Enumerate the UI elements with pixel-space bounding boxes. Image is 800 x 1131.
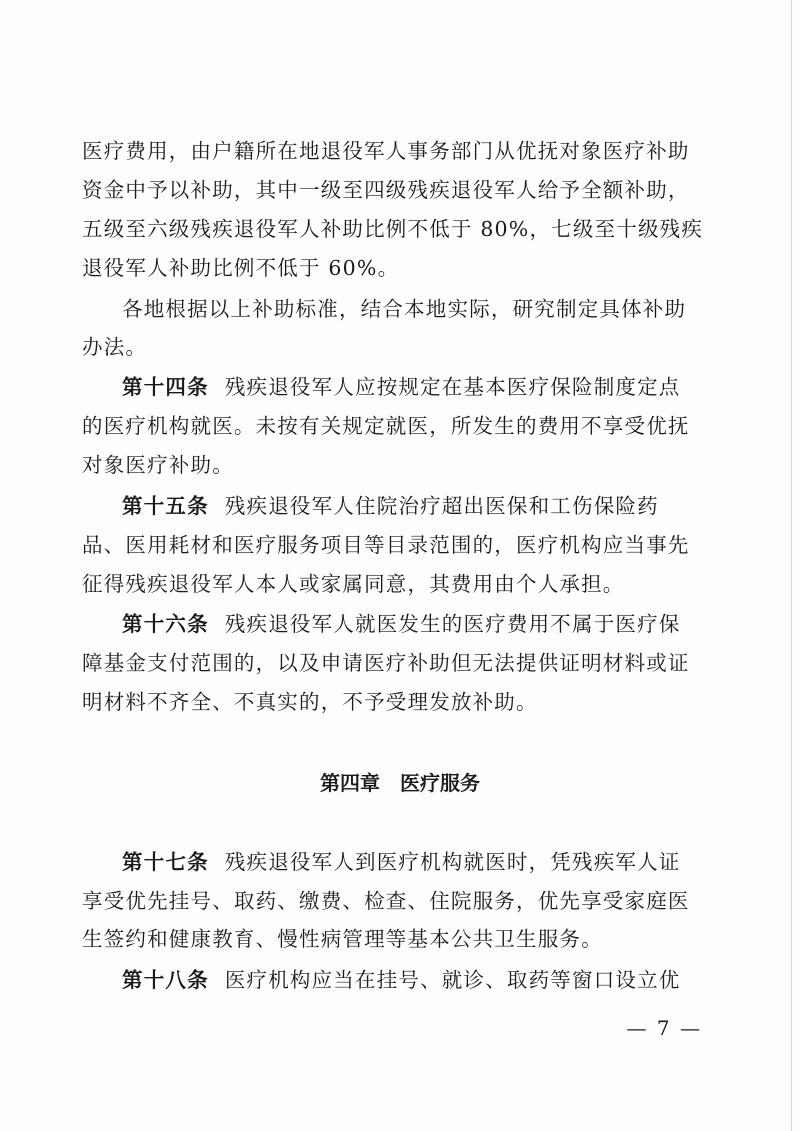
article-17-heading: 第十七条 — [122, 850, 209, 874]
chapter-4-title: 第四章 医疗服务 — [320, 771, 480, 795]
article-16-line-1 — [122, 608, 742, 640]
article-18-text-1: 医疗机构应当在挂号、就诊、取药等窗口设立优 — [224, 968, 681, 992]
article-16-line-3: 明材料不齐全、不真实的，不予受理发放补助。 — [82, 690, 538, 714]
article-15-line-1 — [122, 490, 742, 522]
article-14-line-3: 对象医疗补助。 — [82, 453, 234, 477]
article-14-line-2: 的医疗机构就医。未按有关规定就医，所发生的费用不享受优抚 — [82, 414, 690, 438]
article-16-text-1: 残疾退役军人就医发生的医疗费用不属于医疗保 — [224, 612, 681, 636]
paragraph-1-line-3: 五级至六级残疾退役军人补助比例不低于 80%，七级至十级残疾 — [82, 217, 704, 241]
paragraph-1-line-2: 资金中予以补助，其中一级至四级残疾退役军人给予全额补助， — [82, 178, 690, 202]
article-15-heading: 第十五条 — [122, 494, 209, 518]
paragraph-2-line-2: 办法。 — [82, 335, 148, 359]
paragraph-1-line-1: 医疗费用，由户籍所在地退役军人事务部门从优抚对象医疗补助 — [82, 139, 690, 163]
article-16-heading: 第十六条 — [122, 612, 209, 636]
article-17-line-2: 享受优先挂号、取药、缴费、检查、住院服务，优先享受家庭医 — [82, 889, 690, 913]
paragraph-1-line-4: 退役军人补助比例不低于 60%。 — [82, 256, 400, 280]
article-18-heading: 第十八条 — [122, 968, 209, 992]
article-18-line-1 — [122, 964, 742, 996]
article-17-line-3: 生签约和健康教育、慢性病管理等基本公共卫生服务。 — [82, 927, 603, 951]
article-14-text-1: 残疾退役军人应按规定在基本医疗保险制度定点 — [224, 375, 681, 399]
article-14-heading: 第十四条 — [122, 375, 209, 399]
article-15-line-2: 品、医用耗材和医疗服务项目等目录范围的，医疗机构应当事先 — [82, 533, 690, 557]
article-17-text-1: 残疾退役军人到医疗机构就医时，凭残疾军人证 — [224, 850, 681, 874]
page-number: — 7 — — [626, 1016, 702, 1040]
article-17-line-1 — [122, 846, 742, 878]
article-15-text-1: 残疾退役军人住院治疗超出医保和工伤保险药 — [224, 494, 659, 518]
article-14-line-1 — [122, 371, 742, 403]
article-16-line-2: 障基金支付范围的，以及申请医疗补助但无法提供证明材料或证 — [82, 651, 690, 675]
paragraph-2-line-1: 各地根据以上补助标准，结合本地实际，研究制定具体补助 — [122, 297, 687, 321]
article-15-line-3: 征得残疾退役军人本人或家属同意，其费用由个人承担。 — [82, 572, 625, 596]
page-edge-line — [791, 0, 792, 1131]
